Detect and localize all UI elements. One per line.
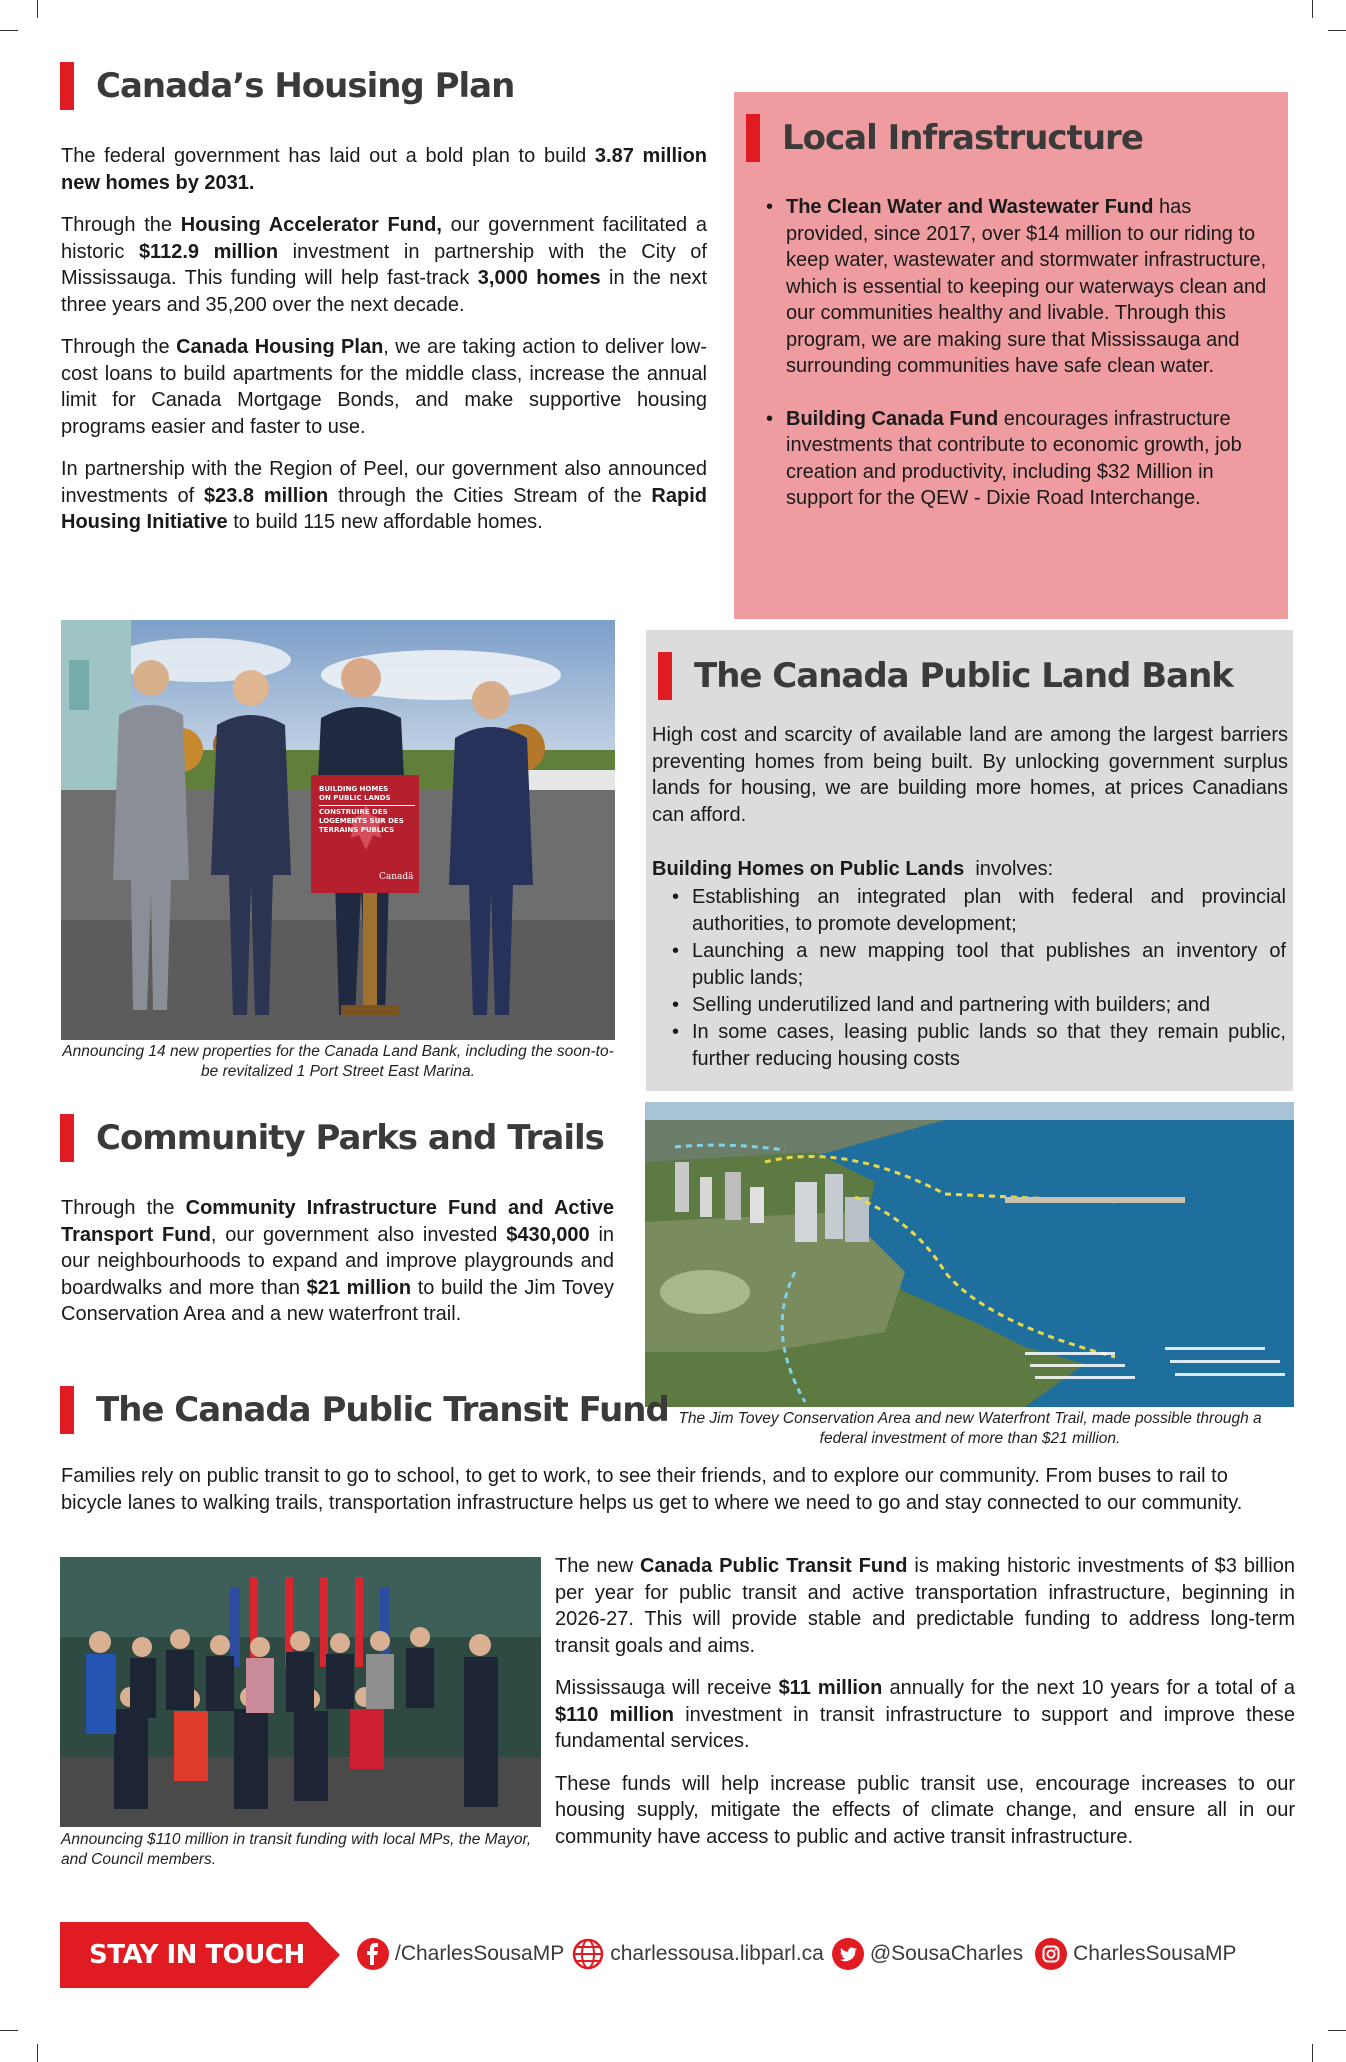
infra-item [762,406,1267,512]
transit-paragraph-1 [555,1553,1295,1659]
title-accent-bar [60,1114,74,1162]
text: In partnership with the Region of Peel, our government also announced investments of [61,458,707,507]
text: encourages infrastructure investments that contribute to economic growth, job creation and productivity, including $32 Million in support for the QEW - Dixie Road Interchange. [786,407,1242,509]
parks-title [60,1114,604,1162]
photo-illustration [645,1102,1294,1407]
twitter-icon [832,1938,864,1970]
land-bank-intro: High cost and scarcity of available land are among the largest barriers preventing homes from being built. By unlocking government surplus lands for housing, we are building more homes, at prices Canadians can afford. [652,724,1288,826]
transit-announcement-group-photo [60,1557,541,1827]
text: involves: [964,858,1054,880]
bold-text: Building Canada Fund [786,407,999,430]
sign-text [319,785,415,835]
bold-text: $23.8 million [203,484,329,507]
crop-mark [1312,0,1313,18]
land-bank-item: • Selling underutilized land and partnering with builders; and [668,992,1286,1019]
twitter-link[interactable]: @SousaCharles [869,1942,1024,1965]
housing-paragraph-2 [61,212,707,318]
text: investment in partnership with the City of Mississauga. This funding will help fast-track [61,240,707,289]
photo3-caption: Announcing $110 million in transit funding with local MPs, the Mayor, and Council members. [61,1831,532,1868]
sign-brand: Canadä [379,872,414,882]
title-accent-bar [60,1386,74,1434]
sign-line: LOGEMENTS SUR DES [319,817,404,825]
bold-text: Community Infrastructure Fund and Active Transport Fund [61,1197,614,1246]
bold-text: 3,000 homes [477,267,601,289]
crop-mark [0,2030,18,2031]
infra-title [746,114,1143,162]
text: annually for the next 10 years for a total of a [882,1677,1295,1699]
facebook-link[interactable]: /CharlesSousaMP [395,1942,565,1965]
instagram-link[interactable]: CharlesSousaMP [1073,1942,1237,1965]
title-accent-bar [658,652,672,700]
crop-mark [1312,2044,1313,2062]
bold-text: $21 million [306,1276,412,1299]
land-bank-item: • Launching a new mapping tool that publishes an inventory of public lands; [668,938,1286,992]
photo2-caption: The Jim Tovey Conservation Area and new Waterfront Trail, made possible through a federal investment of more than $21 million. [678,1410,1262,1447]
photo-illustration [60,1557,541,1827]
housing-paragraph-1 [61,143,707,196]
land-bank-lead [652,856,1053,882]
parks-title-text: Community Parks and Trails [96,1118,604,1158]
sign-line: ON PUBLIC LANDS [319,794,415,806]
text: Through the [61,336,177,358]
bold-text: Building Homes on Public Lands [652,858,965,880]
stay-in-touch-label: STAY IN TOUCH [89,1940,305,1970]
photo1-caption: Announcing 14 new properties for the Canada Land Bank, including the soon-to-be revitalized 1 Port Street East Marina. [62,1043,614,1080]
bold-text: $430,000 [506,1223,590,1246]
bold-text: Rapid Housing Initiative [61,484,707,533]
text: is making historic investments of $3 billion per year for public transit and active transportation infrastructure, beginning in 2026-27. This will provide stable and predictable funding to address long-term transit goals and aims. [555,1555,1295,1657]
sign-line: CONSTRUIRE DES [319,808,388,816]
sign-line: BUILDING HOMES [319,785,389,793]
housing-title-text: Canada’s Housing Plan [96,66,515,106]
instagram-icon [1035,1938,1067,1970]
land-bank-item: • In some cases, leasing public lands so that they remain public, further reducing housing costs [668,1019,1286,1073]
infra-title-text: Local Infrastructure [782,118,1143,158]
title-accent-bar [746,114,760,162]
text: , our government also invested [210,1223,507,1246]
crop-mark [1328,2030,1346,2031]
transit-title [60,1386,669,1434]
bold-text: Housing Accelerator Fund, [180,214,442,236]
text: our government facilitated a historic [61,214,707,263]
text: in the next three years and 35,200 over the next decade. [61,267,707,316]
social-links [357,1938,1237,1970]
transit-title-text: The Canada Public Transit Fund [96,1390,669,1430]
crop-mark [1328,30,1346,31]
sign-line: TERRAINS PUBLICS [319,826,395,834]
text: Through the [61,1197,186,1219]
land-bank-box [646,630,1293,1091]
crop-mark [0,30,18,31]
text: has provided, since 2017, over $14 million to our riding to keep water, wastewater and stormwater infrastructure, which is essential to keeping our waterways clean and our communities healthy and livable. Through this program, we are making sure that Mississauga and surrounding communities have safe clean water. [786,196,1267,377]
bold-text: 3.87 million new homes by 2031. [61,145,708,194]
crop-mark [37,2044,38,2062]
transit-body [555,1553,1295,1866]
transit-intro: Families rely on public transit to go to school, to get to work, to see their friends, and to explore our community. From buses to rail to bicycle lanes to walking trails, transportation infrastructure helps us get to where we need to go and stay connected to our community. [61,1465,1243,1514]
bold-text: $112.9 million [138,240,279,263]
bold-text: The Clean Water and Wastewater Fund [786,196,1154,218]
parks-body [61,1195,614,1344]
text: through the Cities Stream of the [328,484,652,507]
transit-paragraph-2 [555,1675,1295,1755]
bold-text: Canada Public Transit Fund [640,1555,908,1577]
bold-text: $110 million [555,1703,675,1726]
text: investment in transit infrastructure to support and improve these fundamental services. [555,1703,1295,1752]
land-bank-announcement-photo [61,620,615,1040]
text: The new [555,1555,640,1577]
land-bank-title [658,652,1233,700]
infra-list [762,194,1267,512]
infra-item [762,194,1267,380]
globe-icon [572,1938,604,1970]
waterfront-aerial-photo [645,1102,1294,1407]
text: , we are taking action to deliver low-cost loans to build apartments for the middle class, increase the annual limit for Canada Mortgage Bonds, and make supportive housing programs easier and faster to use. [61,336,707,438]
land-bank-item: • Establishing an integrated plan with federal and provincial authorities, to promote development; [668,884,1286,938]
local-infrastructure-box [734,92,1288,619]
title-accent-bar [60,62,74,110]
stay-in-touch-banner [60,1922,340,1988]
transit-paragraph-3: These funds will help increase public transit use, encourage increases to our housing supply, mitigate the effects of climate change, and ensure all in our community have access to public and active transit infrastructure. [555,1772,1295,1848]
text: Through the [61,214,181,236]
housing-paragraph-3 [61,334,707,440]
parks-paragraph [61,1195,614,1328]
text: to build the Jim Tovey Conservation Area and a new waterfront trail. [61,1276,615,1325]
land-bank-list [668,884,1286,1073]
housing-body [61,143,707,552]
crop-mark [37,0,38,18]
text: Mississauga will receive [555,1677,779,1699]
land-bank-title-text: The Canada Public Land Bank [694,656,1233,696]
bold-text: $11 million [778,1677,883,1699]
bold-text: Canada Housing Plan [176,336,384,358]
text: to build 115 new affordable homes. [227,511,543,533]
text: The federal government has laid out a bold plan to build [61,145,595,167]
text: in our neighbourhoods to expand and improve playgrounds and boardwalks and more than [61,1223,615,1299]
housing-title [60,62,514,110]
facebook-icon [357,1938,389,1970]
website-link[interactable]: charlessousa.libparl.ca [610,1942,824,1965]
housing-paragraph-4 [61,456,707,536]
